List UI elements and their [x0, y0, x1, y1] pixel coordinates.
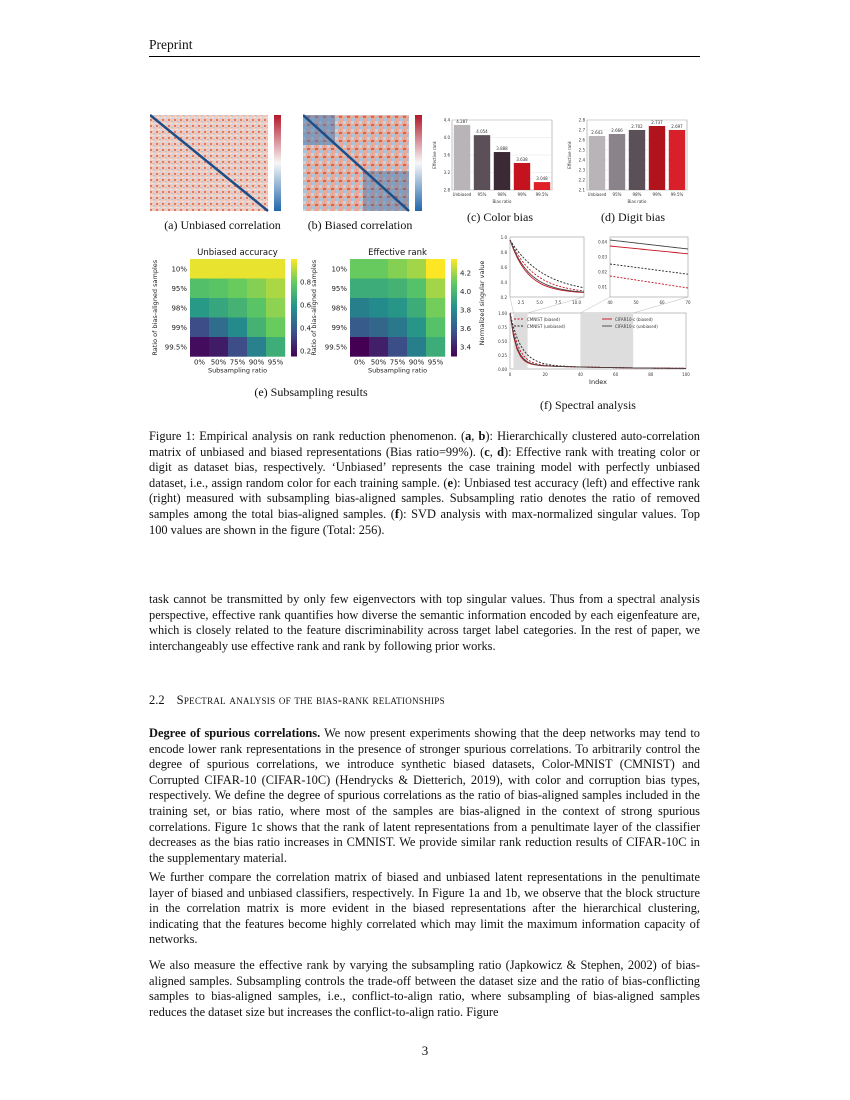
heatmap-cell — [407, 337, 426, 357]
colorbar-tick: 0.6 — [300, 301, 312, 310]
heatmap-cell — [266, 318, 285, 338]
inset-y-tick: 0.01 — [598, 284, 607, 290]
legend-label: CIFAR10-c (biased) — [615, 316, 653, 322]
inset-y-tick: 0.6 — [500, 265, 507, 270]
heatmap-title: Effective rank — [368, 248, 427, 258]
x-tick-label: 98% — [632, 192, 642, 197]
heatmap-cell — [247, 279, 266, 299]
heatmap-cell — [388, 259, 407, 279]
row-label: 98% — [171, 304, 187, 313]
colorbar — [451, 259, 457, 357]
legend-label: CMNIST (unbiased) — [527, 323, 566, 329]
x-axis-label: Subsampling ratio — [207, 366, 268, 375]
paragraph-3: We further compare the correlation matrix of biased and unbiased latent representations in the penultimate layer of biased and unbiased classifiers, respectively. In Figure 1a and 1b, we observe that the block structure in the correlation matrix is more evident in the biased representations after the hierarchical clustering, indicating that the features become highly correlated which may limit the maximum information capacity of networks. — [149, 870, 700, 947]
x-tick-label: 20 — [542, 372, 548, 377]
heatmap-cell — [388, 318, 407, 338]
heatmap-cell — [266, 298, 285, 318]
heatmap-cell — [426, 259, 445, 279]
heatmap-cell — [190, 279, 209, 299]
inset-x-tick: 40 — [607, 300, 613, 305]
heatmap-cell — [190, 259, 209, 279]
x-tick-label: 0 — [508, 372, 512, 377]
inset-x-tick: 70 — [685, 300, 691, 305]
heatmap-cell — [228, 298, 247, 318]
bar — [669, 130, 685, 190]
heatmap-cell — [388, 298, 407, 318]
row-label: 10% — [331, 265, 347, 274]
x-tick-label: 40 — [577, 372, 583, 377]
running-header — [149, 36, 700, 57]
caption-f: (f) Spectral analysis — [540, 398, 636, 412]
figure-caption: Figure 1: Empirical analysis on rank reduction phenomenon. (a, b): Hierarchically clustered auto-correlation matrix of unbiased and biased representations (Bias ratio=99%). (c, d): Effective rank with treating color or digit as dataset bias, respectively. ‘Unbiased’ represents the case training model with perfectly unbiased dataset, i.e., assign random color for each training sample. (e): Unbiased test accuracy (left) and effective rank (right) measured with subsampling bias-aligned samples. Subsampling ratio denotes the ratio of removed samples among the total bias-aligned samples. (f): SVD analysis with max-normalized singular values. Top 100 values are shown in the figure (Total: 256). — [149, 429, 701, 537]
bar-value-label: 2.666 — [611, 128, 623, 133]
legend-label: CIFAR10-c (unbiased) — [615, 323, 658, 329]
heatmap-cell — [209, 298, 228, 318]
x-tick-label: Unbiased — [587, 192, 607, 197]
col-label: 0% — [353, 358, 366, 367]
bar — [454, 125, 470, 190]
caption-e: (e) Subsampling results — [254, 385, 368, 399]
heatmap-cell — [190, 318, 209, 338]
zoom-connector — [510, 297, 514, 313]
bar — [649, 126, 665, 190]
header-title: Preprint — [149, 37, 193, 52]
bar-value-label: 2.702 — [631, 124, 643, 129]
heatmap-cell — [407, 298, 426, 318]
bar — [629, 130, 645, 190]
heatmap-cell — [209, 318, 228, 338]
y-tick-label: 2.8 — [578, 117, 585, 123]
x-tick-label: 99.5% — [670, 192, 684, 197]
y-tick-label: 0.25 — [498, 353, 507, 358]
x-tick-label: 100 — [682, 372, 690, 377]
biased-correlation-matrix — [303, 113, 448, 213]
inset-y-tick: 0.2 — [500, 295, 507, 300]
heatmap-cell — [369, 298, 388, 318]
inset-y-tick: 0.4 — [500, 280, 507, 285]
col-label: 95% — [427, 358, 444, 367]
colorbar — [415, 115, 422, 211]
x-tick-label: 80 — [648, 372, 654, 377]
x-tick-label: 99% — [517, 192, 527, 197]
caption-a: (a) Unbiased correlation — [164, 218, 281, 232]
y-tick-label: 2.3 — [578, 167, 585, 173]
heatmap-cell — [209, 337, 228, 357]
bar — [514, 163, 530, 190]
y-tick-label: 2.4 — [578, 157, 585, 163]
heatmap-cell — [209, 279, 228, 299]
row-label: 99% — [171, 323, 187, 332]
paragraph-2: Degree of spurious correlations. We now present experiments showing that the deep networks may tend to encode lower rank representations in the presence of stronger spurious correlations. To arbitrarily control the degree of spurious correlations, we introduce synthetic biased datasets, Color-MNIST (CMNIST) and Corrupted CIFAR-10 (CIFAR-10C) (Hendrycks & Dietterich, 2019), with color and corruption bias types, respectively. We define the degree of spurious correlations as the ratio of bias-aligned samples included in the training set, or bias ratio, where most of the samples are bias-aligned in the context of strong spurious correlations. Figure 1c shows that the rank of latent representations from a penultimate layer of the classifier decreases as the bias ratio increases in CMNIST. We provide similar rank reduction results of CIFAR-10C in the supplementary material. — [149, 726, 700, 865]
y-axis-label: Ratio of bias-aligned samples — [151, 259, 159, 356]
inset-y-tick: 0.04 — [598, 239, 607, 245]
y-tick-label: 0.75 — [498, 325, 507, 330]
colorbar — [291, 259, 297, 357]
row-label: 99.5% — [164, 343, 187, 352]
x-axis-label: Bias ratio — [627, 199, 647, 204]
x-tick-label: 95% — [612, 192, 622, 197]
heatmap-cell — [350, 298, 369, 318]
y-tick-label: 2.8 — [443, 187, 450, 193]
heatmap-cell — [350, 337, 369, 357]
y-tick-label: 3.6 — [443, 152, 450, 158]
col-label: 90% — [248, 358, 265, 367]
row-label: 99.5% — [324, 343, 347, 352]
y-tick-label: 4.4 — [443, 117, 450, 123]
colorbar-tick: 0.8 — [300, 278, 312, 287]
bar — [494, 152, 510, 190]
bar-value-label: 2.643 — [591, 130, 603, 135]
section-title: Spectral analysis of the bias-rank relationships — [176, 693, 445, 707]
inset-x-tick: 50 — [633, 300, 639, 305]
inset-x-tick: 2.5 — [517, 300, 525, 305]
col-label: 0% — [193, 358, 206, 367]
inset-right-plot — [610, 237, 688, 297]
bar — [609, 134, 625, 190]
heatmap-cell — [190, 337, 209, 357]
y-tick-label: 0.50 — [498, 339, 507, 344]
heatmap-cell — [407, 259, 426, 279]
bar-value-label: 3.888 — [496, 146, 508, 152]
heatmap-cell — [350, 318, 369, 338]
colorbar-tick: 3.6 — [460, 325, 472, 334]
paragraph-4: We also measure the effective rank by varying the subsampling ratio (Japkowicz & Stephen, 2002) of bias-aligned samples. Subsampling controls the trade-off between the dataset size and the ratio of bias-conflicting samples to bias-aligned samples, i.e., conflict-to-align ratio, where subsampling of bias-aligned samples reduces the dataset size but increases the conflict-to-align ratio. Figure — [149, 958, 700, 1019]
bar-value-label: 2.737 — [651, 120, 663, 125]
y-tick-label: 1.00 — [498, 311, 507, 316]
page-number: 3 — [421, 1043, 429, 1058]
caption-d: (d) Digit bias — [601, 210, 665, 224]
paragraph-heading: Degree of spurious correlations. — [149, 726, 321, 740]
section-heading — [149, 693, 445, 708]
heatmap-cell — [369, 337, 388, 357]
x-tick-label: 99% — [652, 192, 662, 197]
x-tick-label: 98% — [497, 192, 507, 197]
colorbar-tick: 3.8 — [460, 306, 472, 315]
y-axis-label: Ratio of bias-aligned samples — [310, 259, 318, 356]
bar — [589, 136, 605, 190]
inset-x-tick: 10.0 — [572, 300, 582, 305]
digit-bias-bar-chart — [565, 110, 700, 210]
y-tick-label: 2.6 — [578, 137, 585, 143]
bar-value-label: 2.697 — [671, 124, 683, 129]
heatmap-cell — [247, 318, 266, 338]
y-tick-label: 2.5 — [578, 147, 585, 153]
heatmap-cell — [426, 298, 445, 318]
inset-left-plot — [510, 237, 584, 297]
heatmap-cell — [350, 279, 369, 299]
figure-label: Figure 1: — [149, 429, 196, 443]
x-tick-label: 95% — [477, 192, 487, 197]
spectral-analysis-chart — [476, 233, 700, 393]
heatmap-cell — [350, 259, 369, 279]
inset-y-tick: 0.03 — [598, 254, 607, 260]
heatmap-cell — [228, 279, 247, 299]
colorbar-tick: 0.2 — [300, 347, 312, 356]
row-label: 95% — [171, 284, 187, 293]
heatmap-cell — [426, 318, 445, 338]
legend-label: CMNIST (biased) — [527, 316, 560, 322]
row-label: 98% — [331, 304, 347, 313]
bar — [534, 182, 550, 190]
color-bias-bar-chart — [430, 110, 562, 210]
section-number: 2.2 — [149, 693, 165, 707]
heatmap-cell — [266, 279, 285, 299]
caption-b: (b) Biased correlation — [307, 218, 413, 232]
inset-y-tick: 0.02 — [598, 269, 607, 275]
heatmap-cell — [369, 259, 388, 279]
heatmap-cell — [388, 337, 407, 357]
col-label: 90% — [408, 358, 425, 367]
y-tick-label: 2.2 — [578, 177, 585, 183]
colorbar-tick: 4.2 — [460, 269, 472, 278]
heatmap-title: Unbiased accuracy — [197, 248, 278, 258]
inset-x-tick: 7.5 — [554, 300, 562, 305]
y-axis-label: Normalized singular value — [478, 260, 486, 346]
inset-y-tick: 1.0 — [500, 235, 507, 240]
y-tick-label: 2.7 — [578, 127, 585, 133]
paragraph-1: task cannot be transmitted by only few eigenvectors with top singular values. Thus from a spectral analysis perspective, effective rank quantifies how diverse the semantic information encoded by each eigenfeature are, which is closely related to the feature discriminability across target label categories. In the rest of paper, we interchangeably use effective rank and rank by following prior works. — [149, 592, 700, 653]
x-tick-label: Unbiased — [452, 192, 472, 197]
col-label: 95% — [267, 358, 284, 367]
x-tick-label: 60 — [613, 372, 619, 377]
bar — [474, 135, 490, 190]
x-axis-label: Subsampling ratio — [367, 366, 428, 375]
inset-y-tick: 0.8 — [500, 250, 507, 255]
y-axis-label: Effective rank — [567, 141, 572, 169]
heatmap-cell — [388, 279, 407, 299]
inset-x-tick: 5.0 — [536, 300, 543, 305]
heatmap-cell — [228, 318, 247, 338]
bar-value-label: 3.638 — [516, 156, 528, 162]
x-axis-label: Bias ratio — [492, 199, 512, 204]
heatmap-cell — [228, 337, 247, 357]
col-label: 50% — [210, 358, 227, 367]
heatmap-cell — [247, 259, 266, 279]
y-tick-label: 4.0 — [443, 135, 450, 140]
bar-value-label: 4.287 — [456, 118, 468, 124]
y-axis-label: Effective rank — [432, 141, 437, 169]
colorbar — [274, 115, 281, 211]
heatmap-cell — [407, 279, 426, 299]
heatmap-cell — [247, 298, 266, 318]
heatmap-cell — [247, 337, 266, 357]
y-tick-label: 2.1 — [578, 187, 585, 193]
zoom-connector — [580, 297, 610, 313]
colorbar-tick: 3.4 — [460, 343, 472, 352]
heatmap-cell — [228, 259, 247, 279]
heatmap-cell — [407, 318, 426, 338]
heatmap-cell — [369, 279, 388, 299]
caption-c: (c) Color bias — [467, 210, 533, 224]
x-axis-label: Index — [589, 378, 607, 386]
bar-value-label: 3.048 — [536, 176, 548, 182]
heatmap-cell — [190, 298, 209, 318]
heatmap-cell — [266, 337, 285, 357]
row-label: 99% — [331, 323, 347, 332]
col-label: 75% — [229, 358, 246, 367]
col-label: 50% — [370, 358, 387, 367]
y-tick-label: 0.00 — [498, 367, 507, 372]
subsampling-heatmaps — [150, 245, 472, 380]
bar-value-label: 4.054 — [476, 129, 488, 135]
y-tick-label: 3.2 — [443, 170, 450, 175]
heatmap-cell — [266, 259, 285, 279]
inset-x-tick: 60 — [659, 300, 665, 305]
row-label: 10% — [171, 265, 187, 274]
heatmap-cell — [369, 318, 388, 338]
row-label: 95% — [331, 284, 347, 293]
unbiased-correlation-matrix — [150, 113, 295, 213]
heatmap-cell — [426, 279, 445, 299]
x-tick-label: 99.5% — [535, 192, 549, 197]
heatmap-cell — [426, 337, 445, 357]
heatmap-cell — [209, 259, 228, 279]
col-label: 75% — [389, 358, 406, 367]
colorbar-tick: 4.0 — [460, 288, 472, 296]
colorbar-tick: 0.4 — [300, 324, 312, 333]
